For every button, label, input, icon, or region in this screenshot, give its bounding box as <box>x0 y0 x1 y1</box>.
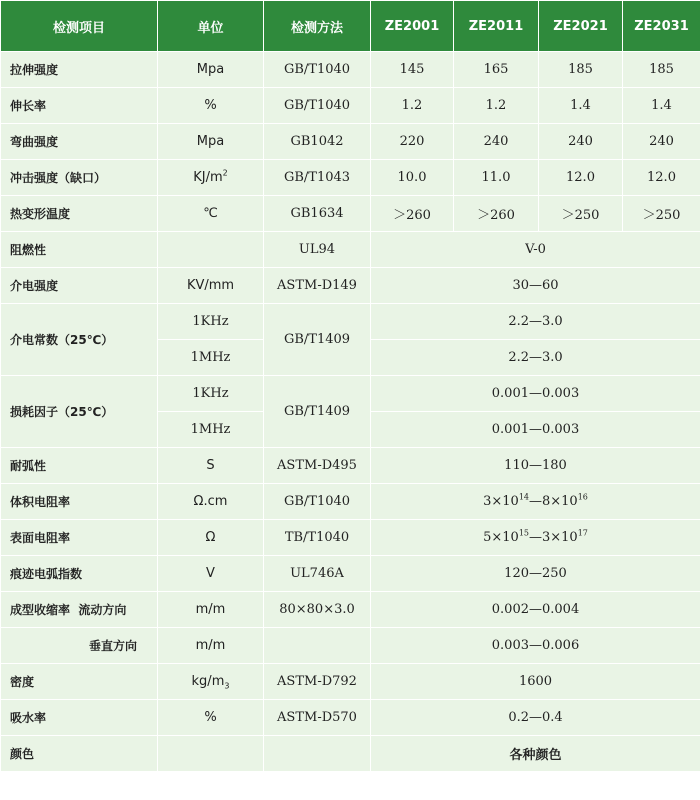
header-method: 检测方法 <box>264 1 371 52</box>
header-grade-2: ZE2011 <box>454 1 539 52</box>
value-part: 3×10 <box>483 494 519 509</box>
row-label: 热变形温度 <box>1 196 158 232</box>
row-label: 表面电阻率 <box>1 520 158 556</box>
row-unit: 1MHz <box>158 412 264 448</box>
cell-value: 1.2 <box>371 88 454 124</box>
row-label: 密度 <box>1 664 158 700</box>
cell-value: 240 <box>623 124 700 160</box>
row-method: ASTM-D792 <box>264 664 371 700</box>
unit-base: kg/m <box>191 674 225 689</box>
row-unit: ℃ <box>158 196 264 232</box>
row-label: 损耗因子（25℃） <box>1 376 158 448</box>
cell-value: 110—180 <box>371 448 700 484</box>
cell-value: 240 <box>454 124 539 160</box>
table-row-surface-resistivity <box>1 520 700 556</box>
cell-value <box>371 520 700 556</box>
cell-value: 1.4 <box>623 88 700 124</box>
row-method: ASTM-D570 <box>264 700 371 736</box>
row-method: GB/T1040 <box>264 52 371 88</box>
cell-value: 0.003—0.006 <box>371 628 700 664</box>
row-method: GB1042 <box>264 124 371 160</box>
table-row-water-absorption <box>1 700 700 736</box>
row-label: 成型收缩率 流动方向 <box>1 592 158 628</box>
header-grade-3: ZE2021 <box>539 1 623 52</box>
header-item: 检测项目 <box>1 1 158 52</box>
table-row-color <box>1 736 700 772</box>
exponent: 17 <box>577 528 588 538</box>
cell-value: ＞260 <box>454 196 539 232</box>
row-unit: V <box>158 556 264 592</box>
table-row-shrink-flow <box>1 592 700 628</box>
row-label: 颜色 <box>1 736 158 772</box>
row-label: 冲击强度（缺口） <box>1 160 158 196</box>
row-unit <box>158 664 264 700</box>
row-label: 伸长率 <box>1 88 158 124</box>
row-method: UL94 <box>264 232 371 268</box>
cell-value: 1.4 <box>539 88 623 124</box>
cell-value: 0.002—0.004 <box>371 592 700 628</box>
row-method: ASTM-D495 <box>264 448 371 484</box>
row-label: 拉伸强度 <box>1 52 158 88</box>
value-part: —8×10 <box>529 494 578 509</box>
value-part: 5×10 <box>483 530 519 545</box>
row-method <box>264 736 371 772</box>
row-unit: % <box>158 88 264 124</box>
table-row-flame <box>1 232 700 268</box>
row-method <box>264 628 371 664</box>
row-method: GB1634 <box>264 196 371 232</box>
row-label: 弯曲强度 <box>1 124 158 160</box>
table-row-impact <box>1 160 700 196</box>
exponent: 16 <box>577 492 588 502</box>
cell-value <box>371 484 700 520</box>
header-unit: 单位 <box>158 1 264 52</box>
row-unit: Mpa <box>158 52 264 88</box>
cell-value: 120—250 <box>371 556 700 592</box>
cell-value: V-0 <box>371 232 700 268</box>
cell-value: 220 <box>371 124 454 160</box>
row-method: GB/T1043 <box>264 160 371 196</box>
row-method: GB/T1409 <box>264 304 371 376</box>
row-unit <box>158 160 264 196</box>
cell-value: 2.2—3.0 <box>371 304 700 340</box>
row-label: 介电强度 <box>1 268 158 304</box>
cell-value: ＞250 <box>623 196 700 232</box>
cell-value: 185 <box>623 52 700 88</box>
row-unit: Ω.cm <box>158 484 264 520</box>
cell-value: 1600 <box>371 664 700 700</box>
row-unit: Ω <box>158 520 264 556</box>
cell-value: 185 <box>539 52 623 88</box>
row-unit <box>158 736 264 772</box>
header-grade-4: ZE2031 <box>623 1 700 52</box>
table-row-loss-factor <box>1 376 700 412</box>
cell-value: 10.0 <box>371 160 454 196</box>
table-row-flexural <box>1 124 700 160</box>
header-grade-1: ZE2001 <box>371 1 454 52</box>
cell-value: 0.2—0.4 <box>371 700 700 736</box>
unit-superscript: 2 <box>222 168 228 178</box>
cell-value: 0.001—0.003 <box>371 376 700 412</box>
row-unit: 1MHz <box>158 340 264 376</box>
table-row-elongation <box>1 88 700 124</box>
row-label: 痕迹电弧指数 <box>1 556 158 592</box>
row-label: 体积电阻率 <box>1 484 158 520</box>
row-label: 介电常数（25℃） <box>1 304 158 376</box>
table-row-shrink-perp <box>1 628 700 664</box>
row-unit: 1KHz <box>158 304 264 340</box>
row-method: GB/T1040 <box>264 484 371 520</box>
row-method: ASTM-D149 <box>264 268 371 304</box>
row-label: 吸水率 <box>1 700 158 736</box>
table-row-volume-resistivity <box>1 484 700 520</box>
row-method: GB/T1409 <box>264 376 371 448</box>
row-label: 耐弧性 <box>1 448 158 484</box>
unit-base: KJ/m <box>193 170 223 185</box>
row-label: 垂直方向 <box>1 628 158 664</box>
cell-value: 145 <box>371 52 454 88</box>
row-label: 阻燃性 <box>1 232 158 268</box>
cell-value: 0.001—0.003 <box>371 412 700 448</box>
table-row-tensile <box>1 52 700 88</box>
cell-value: ＞260 <box>371 196 454 232</box>
header-row <box>1 1 700 52</box>
exponent: 15 <box>518 528 529 538</box>
row-unit: Mpa <box>158 124 264 160</box>
value-part: —3×10 <box>529 530 578 545</box>
row-unit: m/m <box>158 628 264 664</box>
row-method: UL746A <box>264 556 371 592</box>
table-row-dielectric-strength <box>1 268 700 304</box>
cell-value: 30—60 <box>371 268 700 304</box>
row-unit: % <box>158 700 264 736</box>
cell-value: 1.2 <box>454 88 539 124</box>
unit-subscript: 3 <box>224 681 230 691</box>
row-unit: S <box>158 448 264 484</box>
table-row-hdt <box>1 196 700 232</box>
table-row-dielectric-constant <box>1 304 700 340</box>
row-method: GB/T1040 <box>264 88 371 124</box>
cell-value: 12.0 <box>539 160 623 196</box>
row-method: TB/T1040 <box>264 520 371 556</box>
table-row-arc <box>1 448 700 484</box>
row-unit: KV/mm <box>158 268 264 304</box>
exponent: 14 <box>518 492 529 502</box>
cell-value: 240 <box>539 124 623 160</box>
cell-value: 12.0 <box>623 160 700 196</box>
row-unit: 1KHz <box>158 376 264 412</box>
table-row-tracking <box>1 556 700 592</box>
row-method: 80×80×3.0 <box>264 592 371 628</box>
row-unit <box>158 232 264 268</box>
row-unit: m/m <box>158 592 264 628</box>
cell-value: 各种颜色 <box>371 736 700 772</box>
cell-value: 165 <box>454 52 539 88</box>
table-row-density <box>1 664 700 700</box>
cell-value: 2.2—3.0 <box>371 340 700 376</box>
cell-value: ＞250 <box>539 196 623 232</box>
cell-value: 11.0 <box>454 160 539 196</box>
